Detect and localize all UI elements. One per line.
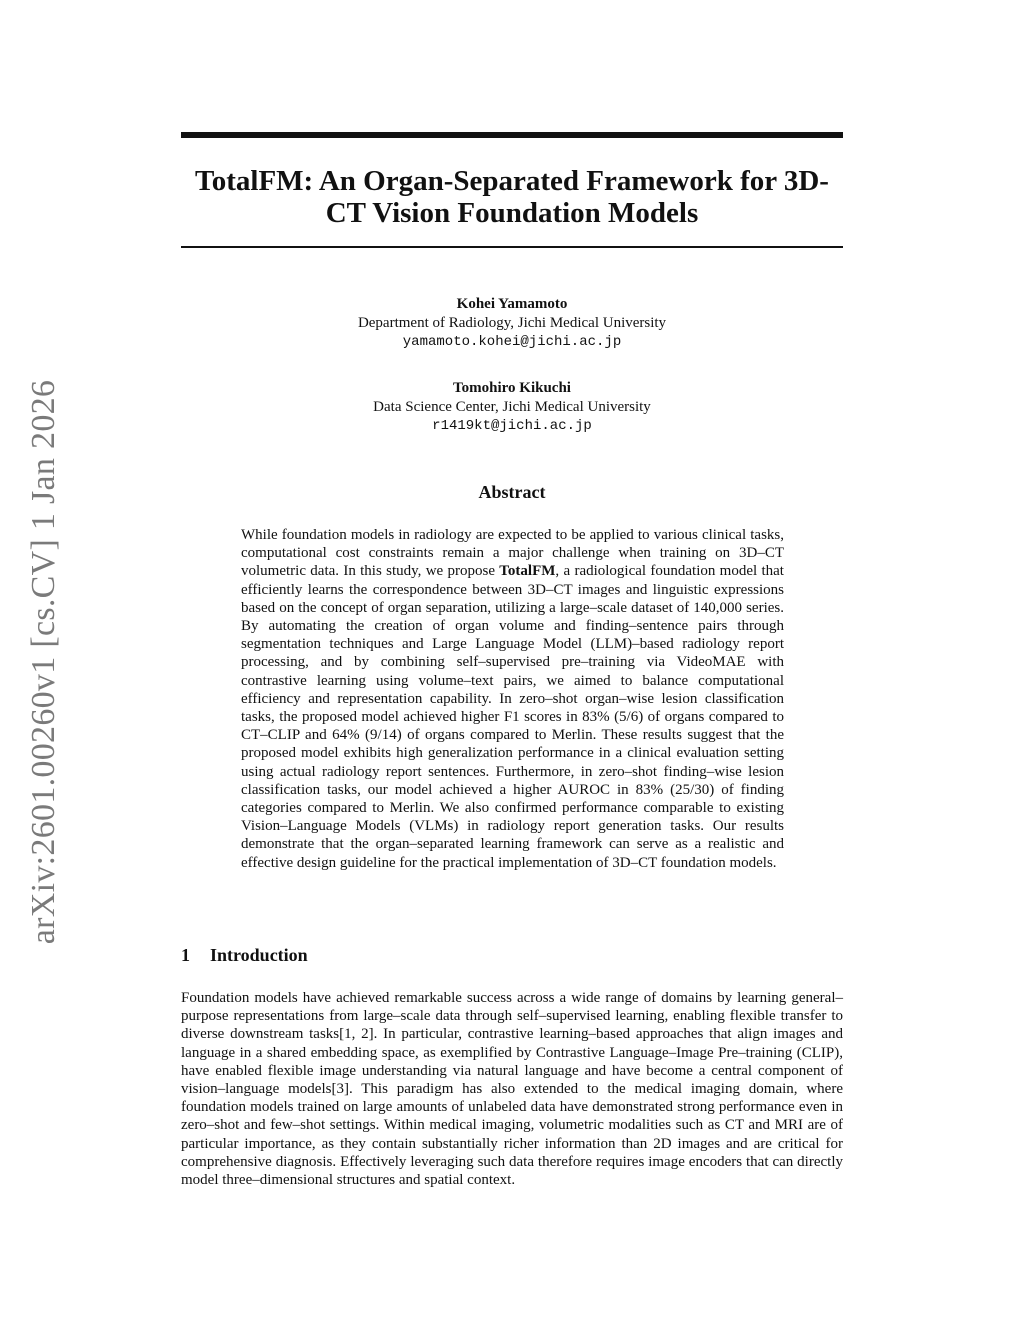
author-block-2 bbox=[181, 379, 843, 436]
author-name: Kohei Yamamoto bbox=[456, 296, 568, 312]
paper-title: TotalFM: An Organ-Separated Framework for 3D-CT Vision Foundation Models bbox=[195, 165, 829, 229]
author-email[interactable]: r1419kt@jichi.ac.jp bbox=[432, 418, 592, 434]
author-email[interactable]: yamamoto.kohei@jichi.ac.jp bbox=[402, 334, 622, 350]
model-name-highlight: TotalFM bbox=[499, 563, 556, 580]
introduction-paragraph: Foundation models have achieved remarkable success across a wide range of domains by learning general–purpose representations from large–scale data through self–supervised learning, enabling flexible transfer to diverse downstream tasks[1, 2]. In particular, contrastive learning–based approaches that align images and language in a shared embedding space, as exemplified by Contrastive Language–Image Pre–training (CLIP), have enabled flexible image understanding via natural language and have become a central component of vision–language models[3]. This paradigm has also extended to the medical imaging domain, where foundation models trained on large amounts of unlabeled data have demonstrated strong performance even in zero–shot and few–shot settings. Within medical imaging, volumetric modalities such as CT and MRI are of particular importance, as they contain substantially richer information than 2D images and are critical for comprehensive diagnosis. Effectively leveraging such data therefore requires image encoders that can directly model three–dimensional structures and spatial context. bbox=[181, 990, 843, 1189]
section-heading-introduction bbox=[181, 945, 308, 966]
author-name: Tomohiro Kikuchi bbox=[453, 380, 571, 396]
abstract-text bbox=[241, 526, 784, 872]
abstract-text-part: While foundation models in radiology are expected to be applied to various clinical tasks, computational cost constraints remain a major challenge when training on 3D–CT volumetric data. In this study, we propose bbox=[241, 527, 784, 580]
abstract-heading: Abstract bbox=[478, 482, 546, 502]
abstract-text-part: , a radiological foundation model that efficiently learns the correspondence between 3D–CT images and linguistic expressions based on the concept of organ separation, utilizing a large–scale dataset of 140,000 series. By automating the creation of organ volume and finding–sentence pairs through segmentation techniques and Large Language Model (LLM)–based radiology report processing, and by combining self–supervised pre–training via VideoMAE with contrastive learning using volume–text pairs, we aimed to balance computational efficiency and representation capability. In zero–shot organ–wise lesion classification tasks, the proposed model achieved higher F1 scores in 83% (5/6) of organs compared to CT–CLIP and 64% (9/14) of organs compared to Merlin. These results suggest that the proposed model exhibits high generalization performance in a clinical evaluation setting using actual radiology report sentences. Furthermore, in zero–shot finding–wise lesion classification tasks, our model achieved a higher AUROC in 83% (25/30) of finding categories compared to Merlin. We also confirmed performance comparable to existing Vision–Language Models (VLMs) in radiology report generation tasks. Our results demonstrate that the organ–separated learning framework can serve as a realistic and effective design guideline for the practical implementation of 3D–CT foundation models. bbox=[241, 563, 784, 871]
section-number: 1 bbox=[181, 945, 190, 965]
author-block-1 bbox=[181, 295, 843, 352]
arxiv-identifier-stamp: arXiv:2601.00260v1 [cs.CV] 1 Jan 2026 bbox=[25, 379, 62, 945]
author-affiliation: Department of Radiology, Jichi Medical University bbox=[357, 315, 667, 331]
title-top-rule bbox=[181, 132, 843, 138]
section-title: Introduction bbox=[210, 945, 308, 965]
author-affiliation: Data Science Center, Jichi Medical University bbox=[373, 399, 651, 415]
title-bottom-rule bbox=[181, 246, 843, 248]
